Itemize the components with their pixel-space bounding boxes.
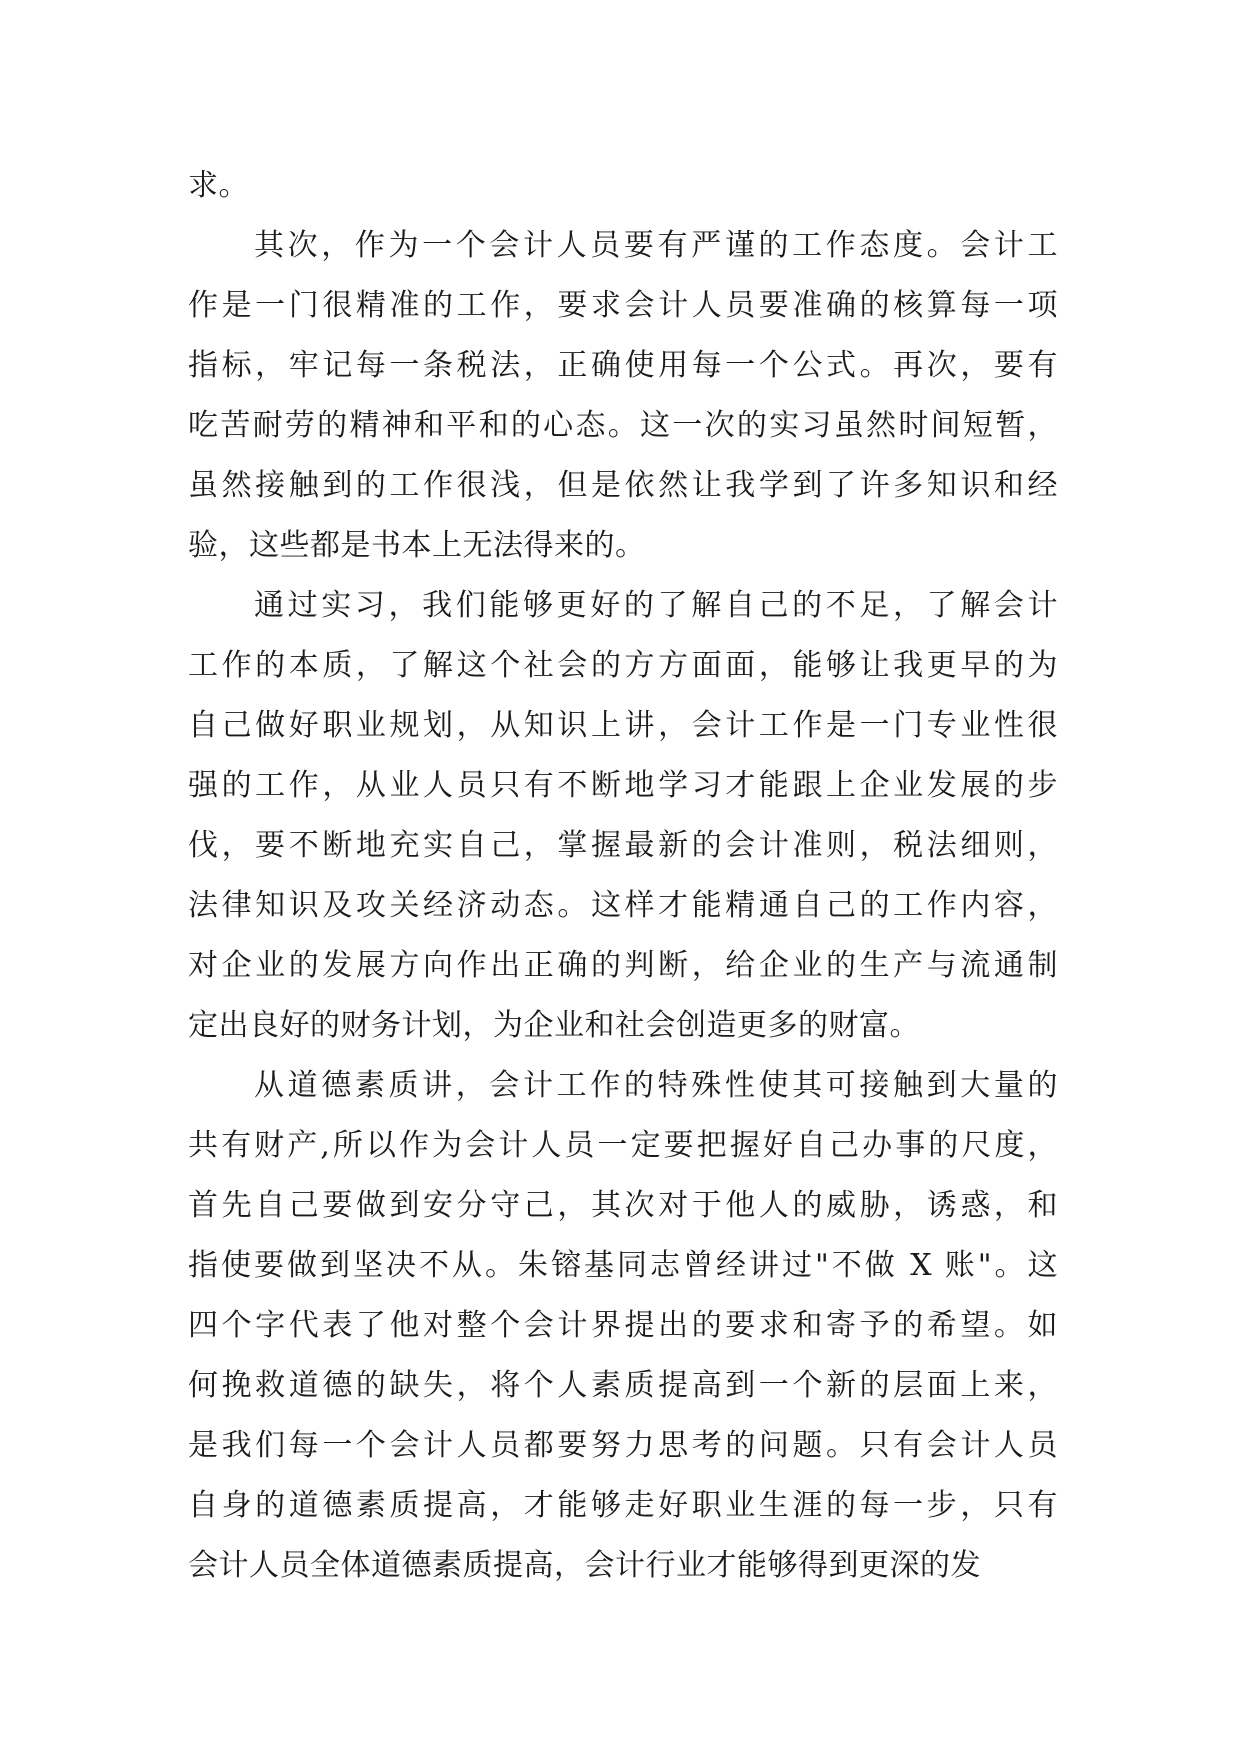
paragraph-line: 首先自己要做到安分守己，其次对于他人的威胁，诱惑，和 <box>188 1188 1058 1223</box>
paragraph-line: 通过实习，我们能够更好的了解自己的不足，了解会计 <box>254 588 1058 623</box>
paragraph-line: 何挽救道德的缺失，将个人素质提高到一个新的层面上来， <box>188 1368 1058 1403</box>
paragraph-line: 吃苦耐劳的精神和平和的心态。这一次的实习虽然时间短暂， <box>188 408 1058 443</box>
paragraph <box>188 156 1058 216</box>
paragraph <box>188 1056 1058 1596</box>
paragraph-line: 强的工作，从业人员只有不断地学习才能跟上企业发展的步 <box>188 768 1058 803</box>
paragraph <box>188 216 1058 576</box>
paragraph-line: 虽然接触到的工作很浅，但是依然让我学到了许多知识和经 <box>188 468 1058 503</box>
paragraph-line: 法律知识及攻关经济动态。这样才能精通自己的工作内容， <box>188 888 1058 923</box>
paragraph-line: 自己做好职业规划，从知识上讲，会计工作是一门专业性很 <box>188 708 1058 743</box>
paragraph-line: 指使要做到坚决不从。朱镕基同志曾经讲过"不做 X 账"。这 <box>188 1248 1058 1283</box>
paragraph-line: 伐，要不断地充实自己，掌握最新的会计准则，税法细则， <box>188 828 1058 863</box>
document-body <box>188 156 1058 1596</box>
paragraph-line: 求。 <box>188 168 249 203</box>
paragraph-line: 自身的道德素质提高，才能够走好职业生涯的每一步，只有 <box>188 1488 1058 1523</box>
paragraph-line: 是我们每一个会计人员都要努力思考的问题。只有会计人员 <box>188 1428 1058 1463</box>
paragraph-line: 会计人员全体道德素质提高，会计行业才能够得到更深的发 <box>188 1548 981 1583</box>
paragraph-line: 工作的本质，了解这个社会的方方面面，能够让我更早的为 <box>188 648 1058 683</box>
paragraph-line: 从道德素质讲，会计工作的特殊性使其可接触到大量的 <box>254 1068 1058 1103</box>
paragraph-line: 定出良好的财务计划，为企业和社会创造更多的财富。 <box>188 1008 920 1043</box>
paragraph-line: 其次，作为一个会计人员要有严谨的工作态度。会计工 <box>254 228 1058 263</box>
paragraph-line: 共有财产,所以作为会计人员一定要把握好自己办事的尺度， <box>188 1128 1058 1163</box>
paragraph-line: 四个字代表了他对整个会计界提出的要求和寄予的希望。如 <box>188 1308 1058 1343</box>
paragraph-line: 对企业的发展方向作出正确的判断，给企业的生产与流通制 <box>188 948 1058 983</box>
paragraph-line: 指标，牢记每一条税法，正确使用每一个公式。再次，要有 <box>188 348 1058 383</box>
paragraph-line: 验，这些都是书本上无法得来的。 <box>188 528 646 563</box>
paragraph <box>188 576 1058 1056</box>
paragraph-line: 作是一门很精准的工作，要求会计人员要准确的核算每一项 <box>188 288 1058 323</box>
